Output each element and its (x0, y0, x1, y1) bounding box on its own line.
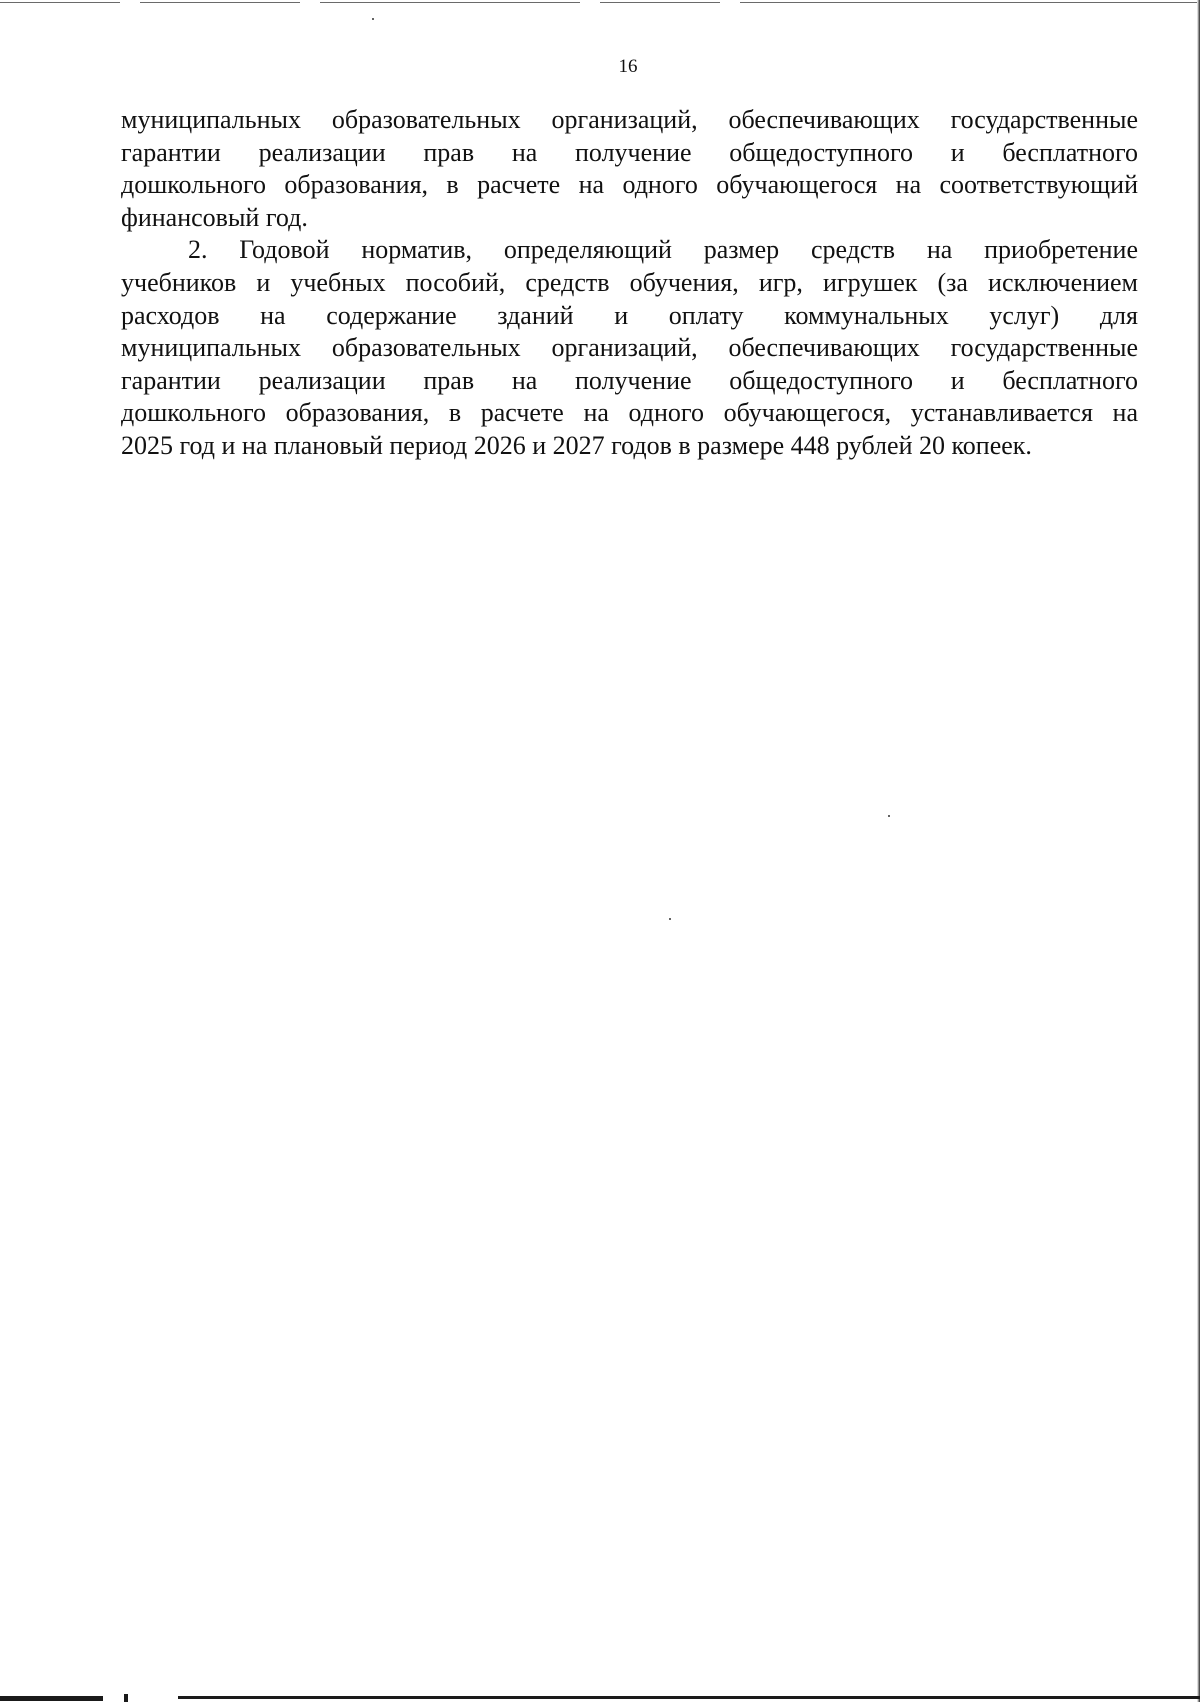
text-line: дошкольного образования, в расчете на одного обучающегося на соответствующий (121, 170, 1138, 200)
text-line: муниципальных образовательных организаций, обеспечивающих государственные (121, 333, 1138, 363)
text-line: учебников и учебных пособий, средств обучения, игр, игрушек (за исключением (121, 267, 1138, 297)
text-line: дошкольного образования, в расчете на одного обучающегося, устанавливается на (121, 398, 1138, 428)
scan-speck (888, 815, 890, 817)
scan-edge-top (0, 0, 1200, 6)
scan-speck (372, 18, 374, 20)
text-line: 2. Годовой норматив, определяющий размер средств на приобретение (188, 235, 1138, 265)
text-line: гарантии реализации прав на получение общедоступного и бесплатного (121, 137, 1138, 167)
scan-speck (669, 918, 671, 920)
document-body (121, 104, 1138, 463)
scan-edge-segment (600, 2, 720, 3)
text-line: муниципальных образовательных организаций, обеспечивающих государственные (121, 105, 1138, 134)
text-line: 2025 год и на плановый период 2026 и 2027 годов в размере 448 рублей 20 копеек. (121, 430, 1032, 460)
scan-edge-bar (178, 1696, 1200, 1699)
scan-edge-segment (0, 2, 120, 3)
paragraph-item-2 (121, 234, 1138, 462)
page-number: 16 (618, 56, 638, 77)
text-line: гарантии реализации прав на получение общедоступного и бесплатного (121, 365, 1138, 395)
scan-edge-bar (0, 1696, 103, 1701)
text-line: расходов на содержание зданий и оплату коммунальных услуг) для (121, 300, 1138, 330)
scan-edge-segment (140, 2, 300, 3)
scan-edge-bar (124, 1694, 128, 1702)
text-line: финансовый год. (121, 202, 308, 232)
scan-edge-segment (740, 2, 1200, 3)
paragraph-continuation (121, 104, 1138, 234)
scan-edge-bottom (0, 1692, 1200, 1702)
scan-edge-segment (320, 2, 580, 3)
